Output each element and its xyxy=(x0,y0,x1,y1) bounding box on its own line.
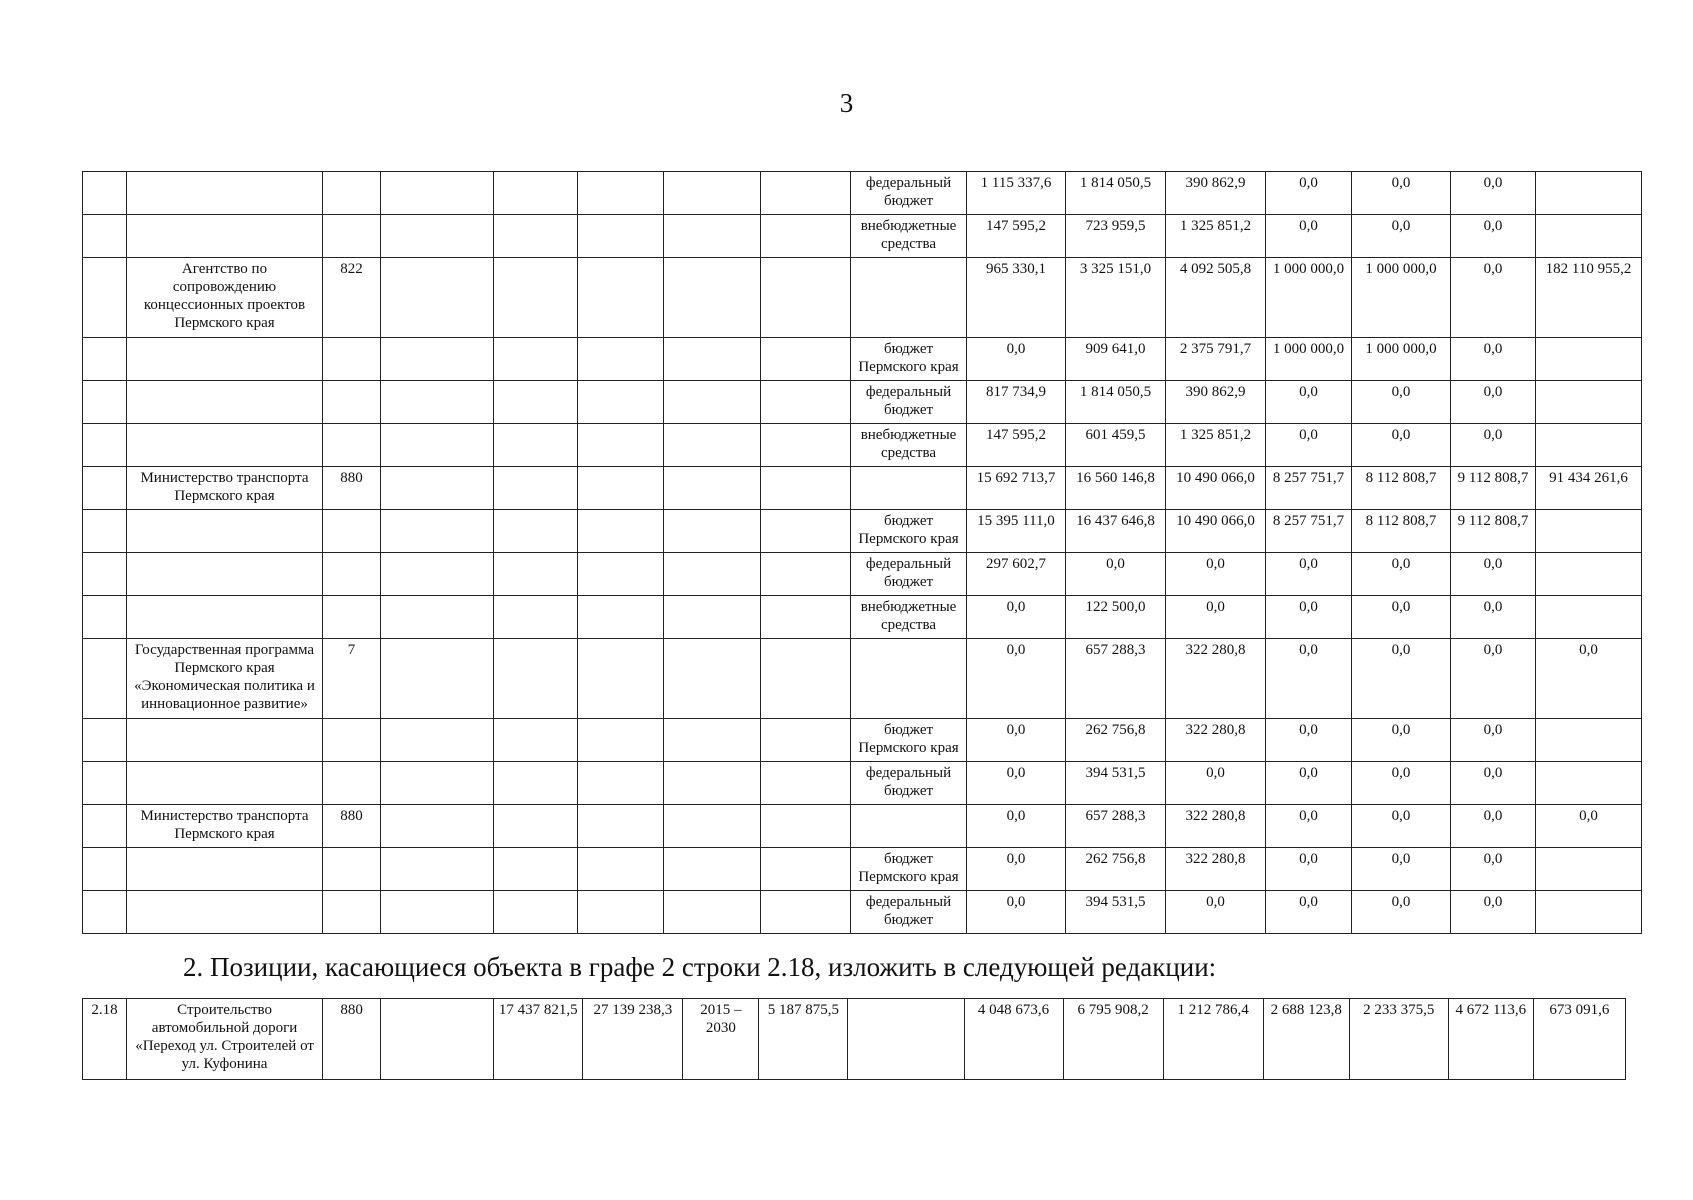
source-cell: внебюджетные средства xyxy=(851,596,967,639)
table-cell: 8 257 751,7 xyxy=(1266,467,1352,510)
source-cell xyxy=(851,805,967,848)
table-cell: 0,0 xyxy=(1266,424,1352,467)
source-cell: федеральный бюджет xyxy=(851,762,967,805)
table-cell: 0,0 xyxy=(1451,639,1536,719)
source-cell: внебюджетные средства xyxy=(851,215,967,258)
table-cell xyxy=(83,424,127,467)
table-cell: 880 xyxy=(323,999,381,1080)
table-cell: 0,0 xyxy=(1352,172,1451,215)
table-cell: 322 280,8 xyxy=(1166,639,1266,719)
table-cell xyxy=(761,381,851,424)
table-cell xyxy=(578,596,664,639)
table-cell: 122 500,0 xyxy=(1066,596,1166,639)
table-cell xyxy=(381,424,494,467)
table-cell xyxy=(761,172,851,215)
name-cell xyxy=(127,424,323,467)
table-cell xyxy=(578,424,664,467)
source-cell: федеральный бюджет xyxy=(851,891,967,934)
table-cell xyxy=(761,467,851,510)
table-cell: 0,0 xyxy=(1451,553,1536,596)
table-cell xyxy=(578,215,664,258)
name-cell: Агентство по сопровождению концессионных проектов Пермского края xyxy=(127,258,323,338)
source-cell: бюджет Пермского края xyxy=(851,848,967,891)
table-cell xyxy=(664,381,761,424)
table-cell xyxy=(83,553,127,596)
table-cell xyxy=(83,762,127,805)
name-cell xyxy=(127,381,323,424)
table-cell xyxy=(664,424,761,467)
table-cell xyxy=(1536,424,1642,467)
table-cell: 880 xyxy=(323,805,381,848)
table-cell: 1 000 000,0 xyxy=(1266,258,1352,338)
table-cell xyxy=(761,215,851,258)
table-cell: 2 688 123,8 xyxy=(1263,999,1349,1080)
table-row xyxy=(83,467,1642,510)
table-cell: 0,0 xyxy=(1266,172,1352,215)
table-cell: 2 233 375,5 xyxy=(1349,999,1448,1080)
table-cell: 0,0 xyxy=(1266,762,1352,805)
table-row xyxy=(83,762,1642,805)
table-cell: 909 641,0 xyxy=(1066,338,1166,381)
name-cell xyxy=(127,553,323,596)
table-cell: 0,0 xyxy=(1266,891,1352,934)
table-cell xyxy=(381,215,494,258)
table-cell: 0,0 xyxy=(1451,258,1536,338)
table-row xyxy=(83,848,1642,891)
table-cell: 0,0 xyxy=(967,596,1066,639)
table-cell xyxy=(1536,510,1642,553)
section-heading: 2. Позиции, касающиеся объекта в графе 2 строки 2.18, изложить в следующей редакции: xyxy=(183,952,1217,982)
table-cell xyxy=(494,596,578,639)
table-cell: 91 434 261,6 xyxy=(1536,467,1642,510)
table-cell xyxy=(1536,381,1642,424)
table-cell xyxy=(578,762,664,805)
table-row xyxy=(83,553,1642,596)
table-cell: 8 112 808,7 xyxy=(1352,510,1451,553)
table-cell xyxy=(761,258,851,338)
row-2-18-table xyxy=(82,998,1626,1080)
table-cell xyxy=(1536,848,1642,891)
table-cell xyxy=(83,258,127,338)
table-cell: 1 325 851,2 xyxy=(1166,215,1266,258)
table-cell xyxy=(664,215,761,258)
table-cell: 822 xyxy=(323,258,381,338)
table-cell: 0,0 xyxy=(1451,596,1536,639)
name-cell xyxy=(127,215,323,258)
table-cell: 15 692 713,7 xyxy=(967,467,1066,510)
table-cell xyxy=(578,172,664,215)
table-cell xyxy=(83,172,127,215)
budget-table xyxy=(82,171,1642,934)
table-cell: 394 531,5 xyxy=(1066,762,1166,805)
table-cell: 0,0 xyxy=(1266,848,1352,891)
source-cell xyxy=(851,258,967,338)
table-cell: 0,0 xyxy=(1352,596,1451,639)
source-cell: федеральный бюджет xyxy=(851,553,967,596)
table-cell xyxy=(323,172,381,215)
table-cell xyxy=(761,553,851,596)
table-row xyxy=(83,215,1642,258)
table-cell xyxy=(83,338,127,381)
table-cell: 10 490 066,0 xyxy=(1166,510,1266,553)
table-cell: 322 280,8 xyxy=(1166,719,1266,762)
table-cell: 0,0 xyxy=(1352,891,1451,934)
table-cell: 0,0 xyxy=(1266,215,1352,258)
table-cell: 0,0 xyxy=(1352,762,1451,805)
table-cell: 0,0 xyxy=(1266,596,1352,639)
table-cell xyxy=(323,719,381,762)
table-cell: 0,0 xyxy=(1536,639,1642,719)
table-cell: 0,0 xyxy=(1352,639,1451,719)
table-cell xyxy=(578,639,664,719)
table-cell xyxy=(578,553,664,596)
table-cell: 0,0 xyxy=(1352,848,1451,891)
table-cell xyxy=(664,596,761,639)
table-cell xyxy=(1536,891,1642,934)
table-cell xyxy=(381,381,494,424)
table-cell xyxy=(578,891,664,934)
table-cell xyxy=(494,639,578,719)
table-cell: 0,0 xyxy=(1266,553,1352,596)
table-cell: 16 560 146,8 xyxy=(1066,467,1166,510)
table-cell: 1 814 050,5 xyxy=(1066,381,1166,424)
source-cell: федеральный бюджет xyxy=(851,172,967,215)
table-cell: 16 437 646,8 xyxy=(1066,510,1166,553)
table-cell xyxy=(83,639,127,719)
name-cell xyxy=(127,891,323,934)
table-cell: 1 325 851,2 xyxy=(1166,424,1266,467)
table-cell: 4 672 113,6 xyxy=(1448,999,1533,1080)
table-cell xyxy=(664,338,761,381)
table-cell: 9 112 808,7 xyxy=(1451,510,1536,553)
table-cell xyxy=(664,467,761,510)
table-cell xyxy=(83,805,127,848)
table-cell xyxy=(494,338,578,381)
table-cell: 965 330,1 xyxy=(967,258,1066,338)
table-cell: 6 795 908,2 xyxy=(1063,999,1163,1080)
table-cell xyxy=(1536,553,1642,596)
table-row xyxy=(83,891,1642,934)
name-cell xyxy=(127,848,323,891)
table-cell xyxy=(83,719,127,762)
table-cell xyxy=(381,639,494,719)
table-cell: 673 091,6 xyxy=(1533,999,1625,1080)
table-cell xyxy=(323,381,381,424)
table-cell xyxy=(323,596,381,639)
source-cell: бюджет Пермского края xyxy=(851,510,967,553)
table-cell: 147 595,2 xyxy=(967,424,1066,467)
table-row xyxy=(83,172,1642,215)
table-cell xyxy=(323,338,381,381)
table-cell: 0,0 xyxy=(967,338,1066,381)
table-cell xyxy=(494,215,578,258)
table-cell: 0,0 xyxy=(967,719,1066,762)
table-cell: 601 459,5 xyxy=(1066,424,1166,467)
table-cell xyxy=(381,258,494,338)
page-number: 3 xyxy=(839,88,854,118)
table-cell: 0,0 xyxy=(1451,762,1536,805)
table-cell xyxy=(494,172,578,215)
table-row xyxy=(83,596,1642,639)
table-cell xyxy=(1536,596,1642,639)
table-cell xyxy=(1536,172,1642,215)
table-cell xyxy=(761,424,851,467)
source-cell: федеральный бюджет xyxy=(851,381,967,424)
table-cell xyxy=(323,762,381,805)
table-cell xyxy=(83,215,127,258)
table-cell xyxy=(83,596,127,639)
table-row xyxy=(83,999,1626,1080)
table-cell: 0,0 xyxy=(1451,424,1536,467)
table-cell: 0,0 xyxy=(1451,719,1536,762)
table-cell: 2015 – 2030 xyxy=(683,999,759,1080)
table-cell xyxy=(664,848,761,891)
table-cell: 0,0 xyxy=(1166,553,1266,596)
table-cell xyxy=(1536,719,1642,762)
table-cell xyxy=(323,848,381,891)
table-cell xyxy=(761,848,851,891)
table-cell xyxy=(323,510,381,553)
table-cell xyxy=(761,510,851,553)
table-cell xyxy=(578,719,664,762)
source-cell: бюджет Пермского края xyxy=(851,719,967,762)
table-cell xyxy=(664,805,761,848)
table-cell: 2.18 xyxy=(83,999,127,1080)
table-cell: 0,0 xyxy=(967,891,1066,934)
table-cell: 0,0 xyxy=(1166,596,1266,639)
table-cell xyxy=(664,510,761,553)
source-cell: внебюджетные средства xyxy=(851,424,967,467)
table-cell: 723 959,5 xyxy=(1066,215,1166,258)
table-cell: 880 xyxy=(323,467,381,510)
table-cell xyxy=(494,510,578,553)
table-row xyxy=(83,510,1642,553)
table-cell: 0,0 xyxy=(1266,639,1352,719)
table-cell: 147 595,2 xyxy=(967,215,1066,258)
table-cell xyxy=(381,338,494,381)
table-cell xyxy=(323,891,381,934)
table-cell xyxy=(664,639,761,719)
table-cell: 1 814 050,5 xyxy=(1066,172,1166,215)
table-row xyxy=(83,381,1642,424)
table-cell xyxy=(494,258,578,338)
table-cell: 0,0 xyxy=(1166,762,1266,805)
name-cell: Государственная программа Пермского края «Экономическая политика и инновационное развитие» xyxy=(127,639,323,719)
table-cell xyxy=(578,338,664,381)
table-row xyxy=(83,258,1642,338)
table-cell: 322 280,8 xyxy=(1166,805,1266,848)
table-cell xyxy=(323,553,381,596)
table-cell xyxy=(494,553,578,596)
table-cell: 1 115 337,6 xyxy=(967,172,1066,215)
source-cell: бюджет Пермского края xyxy=(851,338,967,381)
name-cell xyxy=(127,510,323,553)
table-cell xyxy=(761,338,851,381)
table-cell: 27 139 238,3 xyxy=(583,999,683,1080)
table-cell: 7 xyxy=(323,639,381,719)
table-cell xyxy=(381,467,494,510)
table-cell xyxy=(1536,215,1642,258)
table-cell: 0,0 xyxy=(967,848,1066,891)
table-row xyxy=(83,424,1642,467)
table-cell: 0,0 xyxy=(1352,424,1451,467)
table-cell xyxy=(664,891,761,934)
table-cell xyxy=(494,467,578,510)
table-cell xyxy=(664,719,761,762)
table-cell: 0,0 xyxy=(1451,338,1536,381)
table-cell xyxy=(323,424,381,467)
name-cell xyxy=(127,338,323,381)
table-cell: 0,0 xyxy=(1266,381,1352,424)
table-cell: 9 112 808,7 xyxy=(1451,467,1536,510)
table-cell xyxy=(494,762,578,805)
table-cell xyxy=(494,891,578,934)
table-cell: 817 734,9 xyxy=(967,381,1066,424)
table-cell: 4 092 505,8 xyxy=(1166,258,1266,338)
table-cell xyxy=(83,848,127,891)
table-cell xyxy=(848,999,964,1080)
table-cell: 0,0 xyxy=(1451,215,1536,258)
table-cell xyxy=(578,805,664,848)
table-cell: 182 110 955,2 xyxy=(1536,258,1642,338)
table-cell xyxy=(664,258,761,338)
table-row xyxy=(83,338,1642,381)
table-cell: 0,0 xyxy=(1352,215,1451,258)
table-cell: 1 000 000,0 xyxy=(1352,338,1451,381)
table-cell: 657 288,3 xyxy=(1066,805,1166,848)
table-row xyxy=(83,719,1642,762)
table-cell: 0,0 xyxy=(1266,805,1352,848)
table-cell: 0,0 xyxy=(967,639,1066,719)
table-cell xyxy=(381,805,494,848)
table-cell xyxy=(494,805,578,848)
table-cell: 0,0 xyxy=(1451,172,1536,215)
table-cell: 0,0 xyxy=(1536,805,1642,848)
table-cell: 262 756,8 xyxy=(1066,848,1166,891)
table-cell: 8 257 751,7 xyxy=(1266,510,1352,553)
name-cell: Министерство транспорта Пермского края xyxy=(127,467,323,510)
table-cell xyxy=(664,553,761,596)
name-cell xyxy=(127,172,323,215)
table-cell xyxy=(494,424,578,467)
table-cell: 0,0 xyxy=(967,805,1066,848)
table-cell xyxy=(381,719,494,762)
table-cell xyxy=(761,596,851,639)
table-cell: 0,0 xyxy=(1352,381,1451,424)
table-cell: 390 862,9 xyxy=(1166,381,1266,424)
table-cell: 322 280,8 xyxy=(1166,848,1266,891)
table-cell xyxy=(381,848,494,891)
table-cell: 1 000 000,0 xyxy=(1352,258,1451,338)
table-cell xyxy=(578,848,664,891)
table-cell xyxy=(494,381,578,424)
table-cell xyxy=(578,510,664,553)
name-cell xyxy=(127,596,323,639)
table-cell: 0,0 xyxy=(1451,891,1536,934)
table-cell xyxy=(381,553,494,596)
table-cell: 17 437 821,5 xyxy=(494,999,583,1080)
table-cell xyxy=(83,467,127,510)
table-cell: 2 375 791,7 xyxy=(1166,338,1266,381)
table-cell xyxy=(381,510,494,553)
table-cell xyxy=(578,258,664,338)
table-cell: 4 048 673,6 xyxy=(964,999,1063,1080)
table-cell: 15 395 111,0 xyxy=(967,510,1066,553)
table-cell: 1 000 000,0 xyxy=(1266,338,1352,381)
table-row xyxy=(83,805,1642,848)
name-cell: Министерство транспорта Пермского края xyxy=(127,805,323,848)
table-cell xyxy=(664,762,761,805)
table-cell xyxy=(578,467,664,510)
name-cell: Строительство автомобильной дороги «Переход ул. Строителей от ул. Куфонина xyxy=(127,999,323,1080)
table-cell: 0,0 xyxy=(1066,553,1166,596)
table-cell: 0,0 xyxy=(1451,848,1536,891)
table-cell xyxy=(1536,338,1642,381)
table-cell: 1 212 786,4 xyxy=(1163,999,1263,1080)
table-row xyxy=(83,639,1642,719)
table-cell xyxy=(761,719,851,762)
table-cell: 10 490 066,0 xyxy=(1166,467,1266,510)
source-cell xyxy=(851,639,967,719)
table-cell: 0,0 xyxy=(1352,805,1451,848)
table-cell: 0,0 xyxy=(1352,553,1451,596)
table-cell: 657 288,3 xyxy=(1066,639,1166,719)
table-cell xyxy=(761,805,851,848)
table-cell: 0,0 xyxy=(1352,719,1451,762)
table-cell: 394 531,5 xyxy=(1066,891,1166,934)
name-cell xyxy=(127,762,323,805)
table-cell: 0,0 xyxy=(1451,805,1536,848)
table-cell xyxy=(323,215,381,258)
table-cell: 262 756,8 xyxy=(1066,719,1166,762)
table-cell xyxy=(761,639,851,719)
table-cell xyxy=(761,891,851,934)
table-cell xyxy=(664,172,761,215)
table-cell: 0,0 xyxy=(1166,891,1266,934)
table-cell xyxy=(381,596,494,639)
table-cell: 0,0 xyxy=(1266,719,1352,762)
table-cell xyxy=(83,381,127,424)
table-cell xyxy=(761,762,851,805)
name-cell xyxy=(127,719,323,762)
table-cell: 390 862,9 xyxy=(1166,172,1266,215)
table-cell xyxy=(381,762,494,805)
table-cell: 8 112 808,7 xyxy=(1352,467,1451,510)
table-cell xyxy=(1536,762,1642,805)
table-cell: 0,0 xyxy=(1451,381,1536,424)
table-cell xyxy=(83,891,127,934)
table-cell xyxy=(381,172,494,215)
table-cell: 0,0 xyxy=(967,762,1066,805)
table-cell: 3 325 151,0 xyxy=(1066,258,1166,338)
table-cell xyxy=(381,891,494,934)
table-cell xyxy=(494,719,578,762)
table-cell xyxy=(578,381,664,424)
table-cell xyxy=(494,848,578,891)
source-cell xyxy=(851,467,967,510)
table-cell: 297 602,7 xyxy=(967,553,1066,596)
table-cell: 5 187 875,5 xyxy=(759,999,848,1080)
table-cell xyxy=(381,999,494,1080)
table-cell xyxy=(83,510,127,553)
